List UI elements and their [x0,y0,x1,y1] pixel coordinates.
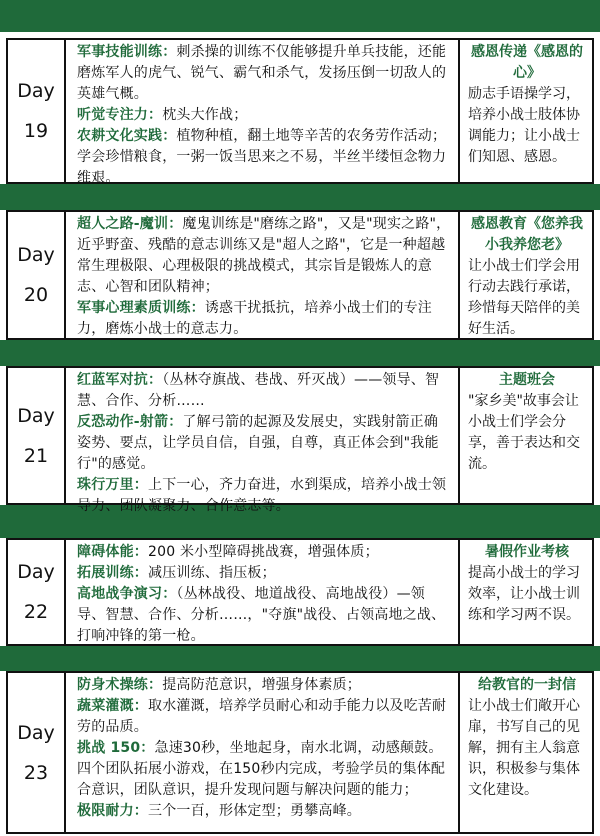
side-text: "家乡美"故事会让小战士们学会分享，善于表达和交流。 [468,393,580,472]
activity-text: 植物种植，翻土地等辛苦的农务劳作活动；学会珍惜粮食，一粥一饭当思来之不易，半丝半缕恒念物力维艰。 [77,128,447,186]
activity-heading: 蔬菜灌溉： [77,698,148,714]
activity-item [77,214,452,298]
day-number: 21 [23,444,49,467]
activity-heading: 军事技能训练： [77,44,177,60]
activity-text: （丛林战役、地道战役、高地战役）—领导、智慧、合作、分析……，"夺旗"战役、占领高地之战、打响冲锋的第一枪。 [77,586,446,644]
activity-item [77,801,452,822]
day-number: 22 [23,601,49,623]
side-title: 感恩传递《感恩的心》 [471,44,583,81]
activity-text: 三个一百，形体定型；勇攀高峰。 [148,803,361,819]
activity-item [77,584,452,647]
activity-text: 刺杀操的训练不仅能够提升单兵技能，还能磨炼军人的虎气、锐气、霸气和杀气，发扬压倒一切敌人的英雄气概。 [77,44,447,102]
day-row [6,38,594,184]
day-word: Day [17,244,55,266]
activity-text: （丛林夺旗战、巷战、歼灭战）——领导、智慧、合作、分析…… [77,372,440,409]
side-text: 励志手语操学习，培养小战士肢体协调能力；让小战士们知恩、感恩。 [468,86,580,165]
side-title: 感恩教育《您养我小我养您老》 [471,216,583,253]
activity-heading: 农耕文化实践： [77,128,177,144]
activities [66,673,460,832]
activity-item [77,105,452,126]
activities [66,212,460,338]
day-row [6,671,594,834]
day-label [8,540,66,644]
activity-item [77,738,452,801]
activity-heading: 防身术操练： [77,677,163,693]
section-band [0,0,600,32]
activity-item [77,675,452,696]
side-text: 让小战士们学会用行动去践行承诺，珍惜每天陪伴的美好生活。 [468,258,580,337]
day-word: Day [17,404,55,427]
activity-text: 减压训练、指压板； [148,565,276,581]
side-title: 给教官的一封信 [478,677,576,693]
activity-text: 诱惑干扰抵抗，培养小战士们的专注力，磨炼小战士的意志力。 [77,300,433,337]
day-label [8,40,66,182]
day-label [8,212,66,338]
activity-heading: 反恐动作-射箭： [77,414,183,430]
side-title: 暑假作业考核 [485,544,569,560]
activity-item [77,298,452,340]
activity-heading: 军事心理素质训练： [77,300,205,316]
day-label [8,368,66,503]
day-row [6,210,594,340]
activity-item [77,696,452,738]
day-number: 19 [23,120,49,142]
day-number: 20 [23,284,49,306]
evening-activity [460,212,592,338]
activity-text: 提高防范意识，增强身体素质； [162,677,362,693]
activity-text: 枕头大作战； [162,107,248,123]
evening-activity [460,540,592,644]
activity-heading: 红蓝军对抗： [77,372,163,388]
activity-heading: 挑战 150： [77,740,155,756]
side-text: 让小战士们敞开心扉，书写自己的见解，拥有主人翁意识，积极参与集体文化建设。 [468,698,580,798]
activity-item [77,370,452,412]
activity-text: 200 米小型障碍挑战赛，增强体质； [148,544,379,560]
activity-text: 了解弓箭的起源及发展史，实践射箭正确姿势、要点，让学员自信，自强，自尊，真正体会到"我能行"的感觉。 [77,414,439,472]
activity-item [77,412,452,475]
activity-item [77,542,452,563]
side-title: 主题班会 [499,372,555,388]
day-number: 23 [23,761,49,784]
side-text: 提高小战士的学习效率，让小战士训练和学习两不误。 [468,565,580,623]
day-word: Day [17,561,55,583]
activity-text: 急速30秒，坐地起身，南水北调，动感颠鼓。四个团队拓展小游戏，在150秒内完成，考验学员的集体配合意识，团队意识，提升发现问题与解决问题的能力； [77,740,446,798]
activity-text: 上下一心，齐力奋进，水到渠成，培养小战士领导力、团队凝聚力、合作意志等。 [77,477,447,514]
activity-item [77,42,452,105]
activities [66,40,460,186]
activity-text: 取水灌溉，培养学员耐心和动手能力以及吃苦耐劳的品质。 [77,698,447,735]
activity-item [77,475,452,517]
evening-activity [460,368,592,503]
activity-heading: 极限耐力： [77,803,148,819]
day-word: Day [17,721,55,744]
activity-item [77,563,452,584]
activity-text: 魔鬼训练是"磨练之路"，又是"现实之路"，近乎野蛮、残酷的意志训练又是"超人之路"，它是一种超越常生理极限、心理极限的挑战模式，其宗旨是锻炼人的意志、心智和团队精神； [77,216,451,295]
activity-heading: 拓展训练： [77,565,148,581]
activities [66,368,460,514]
activity-item [77,126,452,189]
activities [66,540,460,644]
activity-heading: 高地战争演习： [77,586,177,602]
evening-activity [460,40,592,182]
section-band [0,646,600,671]
activity-heading: 珠行万里： [77,477,148,493]
activity-heading: 超人之路-魔训： [77,216,183,232]
day-word: Day [17,80,55,102]
activity-heading: 障碍体能： [77,544,148,560]
section-band [0,340,600,366]
day-label [8,673,66,832]
day-row [6,538,594,646]
day-row [6,366,594,514]
evening-activity [460,673,592,832]
activity-heading: 听觉专注力： [77,107,163,123]
